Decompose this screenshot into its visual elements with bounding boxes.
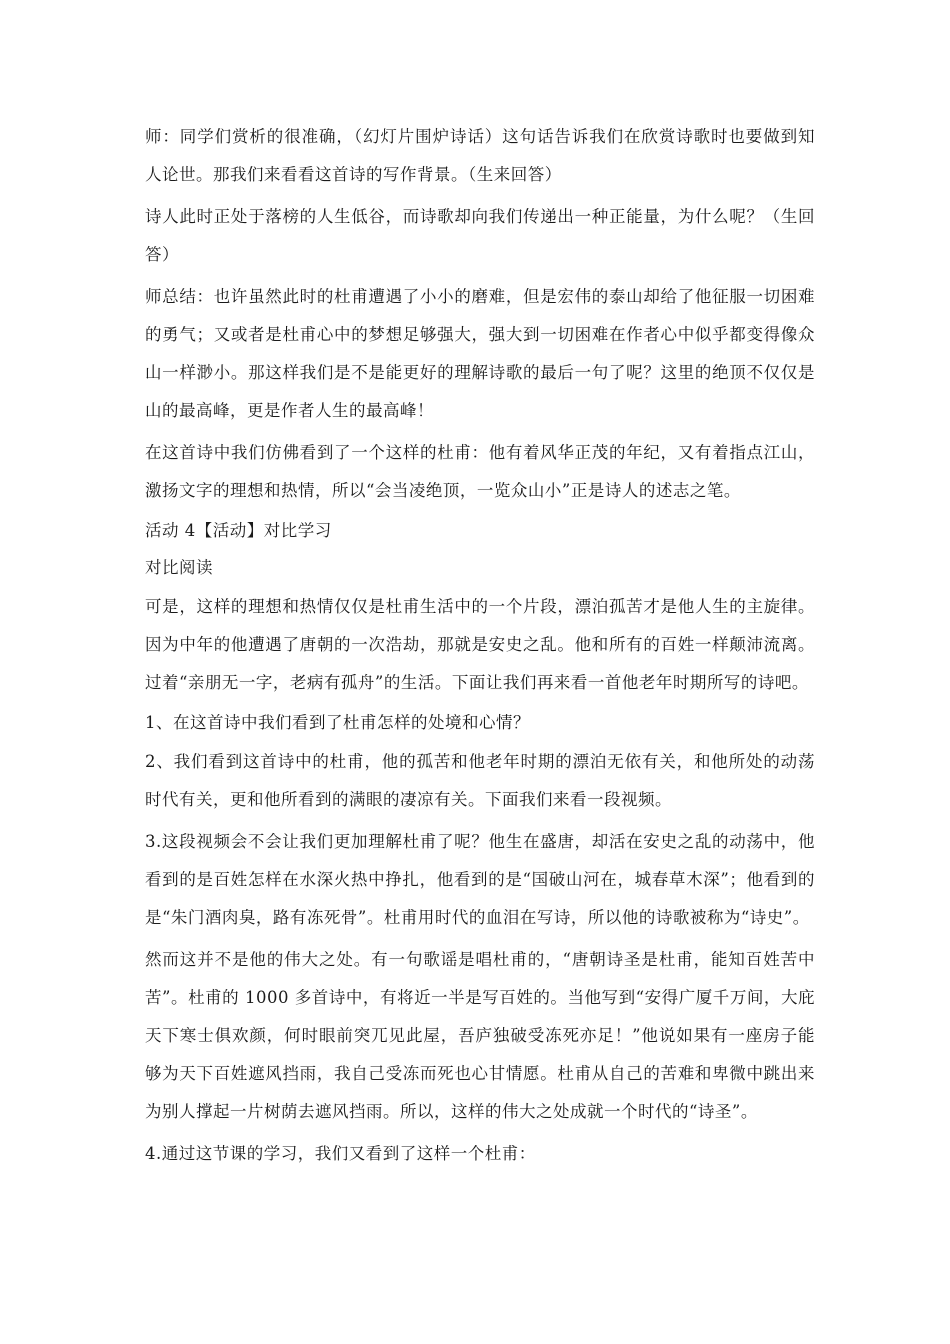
question-item-1: 1、在这首诗中我们看到了杜甫怎样的处境和心情？ — [145, 713, 530, 732]
paragraph-teacher-summary: 师总结：也许虽然此时的杜甫遭遇了小小的磨难，但是宏伟的泰山却给了他征服一切困难的勇气；又或者是杜甫心中的梦想足够强大，强大到一切困难在作者心中似乎都变得像众山一样渺小。那这样我们是不是能更好的理解诗歌的最后一句了呢？这里的绝顶不仅仅是山的最高峰，更是作者人生的最高峰！ — [145, 287, 815, 420]
question-item-3: 3.这段视频会不会让我们更加理解杜甫了呢？他生在盛唐，却活在安史之乱的动荡中，他看到的是百姓怎样在水深火热中挣扎，他看到的是“国破山河在，城春草木深”；他看到的是“朱门酒肉臭，路有冻死骨”。杜甫用时代的血泪在写诗，所以他的诗歌被称为“诗史”。 — [145, 832, 815, 927]
activity-heading: 活动 4【活动】对比学习 — [145, 521, 332, 540]
document-body — [145, 118, 815, 1177]
question-item-2: 2、我们看到这首诗中的杜甫，他的孤苦和他老年时期的漂泊无依有关，和他所处的动荡时代有关，更和他所看到的满眼的凄凉有关。下面我们来看一段视频。 — [145, 752, 815, 809]
question-item-4: 4.通过这节课的学习，我们又看到了这样一个杜甫： — [145, 1144, 536, 1163]
paragraph-wandering-life: 可是，这样的理想和热情仅仅是杜甫生活中的一个片段，漂泊孤苦才是他人生的主旋律。因为中年的他遭遇了唐朝的一次浩劫，那就是安史之乱。他和所有的百姓一样颠沛流离。过着“亲朋无一字，老病有孤舟”的生活。下面让我们再来看一首他老年时期所写的诗吧。 — [145, 597, 815, 692]
paragraph-teacher-comment: 师：同学们赏析的很准确，（幻灯片围炉诗话）这句话告诉我们在欣赏诗歌时也要做到知人论世。那我们来看看这首诗的写作背景。（生来回答） — [145, 127, 815, 184]
paragraph-du-fu-youth: 在这首诗中我们仿佛看到了一个这样的杜甫：他有着风华正茂的年纪，又有着指点江山，激扬文字的理想和热情，所以“会当凌绝顶，一览众山小”正是诗人的述志之笔。 — [145, 443, 815, 500]
paragraph-question: 诗人此时正处于落榜的人生低谷，而诗歌却向我们传递出一种正能量，为什么呢？（生回答） — [145, 207, 815, 264]
section-heading-comparative-reading: 对比阅读 — [145, 558, 213, 577]
paragraph-poet-sage: 然而这并不是他的伟大之处。有一句歌谣是唱杜甫的，“唐朝诗圣是杜甫，能知百姓苦中苦”。杜甫的 1000 多首诗中，有将近一半是写百姓的。当他写到“安得广厦千万间，大庇天下寒士俱欢颜，何时眼前突兀见此屋，吾庐独破受冻死亦足！”他说如果有一座房子能够为天下百姓遮风挡雨，我自己受冻而死也心甘情愿。杜甫从自己的苦难和卑微中跳出来为别人撑起一片树荫去遮风挡雨。所以，这样的伟大之处成就一个时代的“诗圣”。 — [145, 950, 815, 1121]
